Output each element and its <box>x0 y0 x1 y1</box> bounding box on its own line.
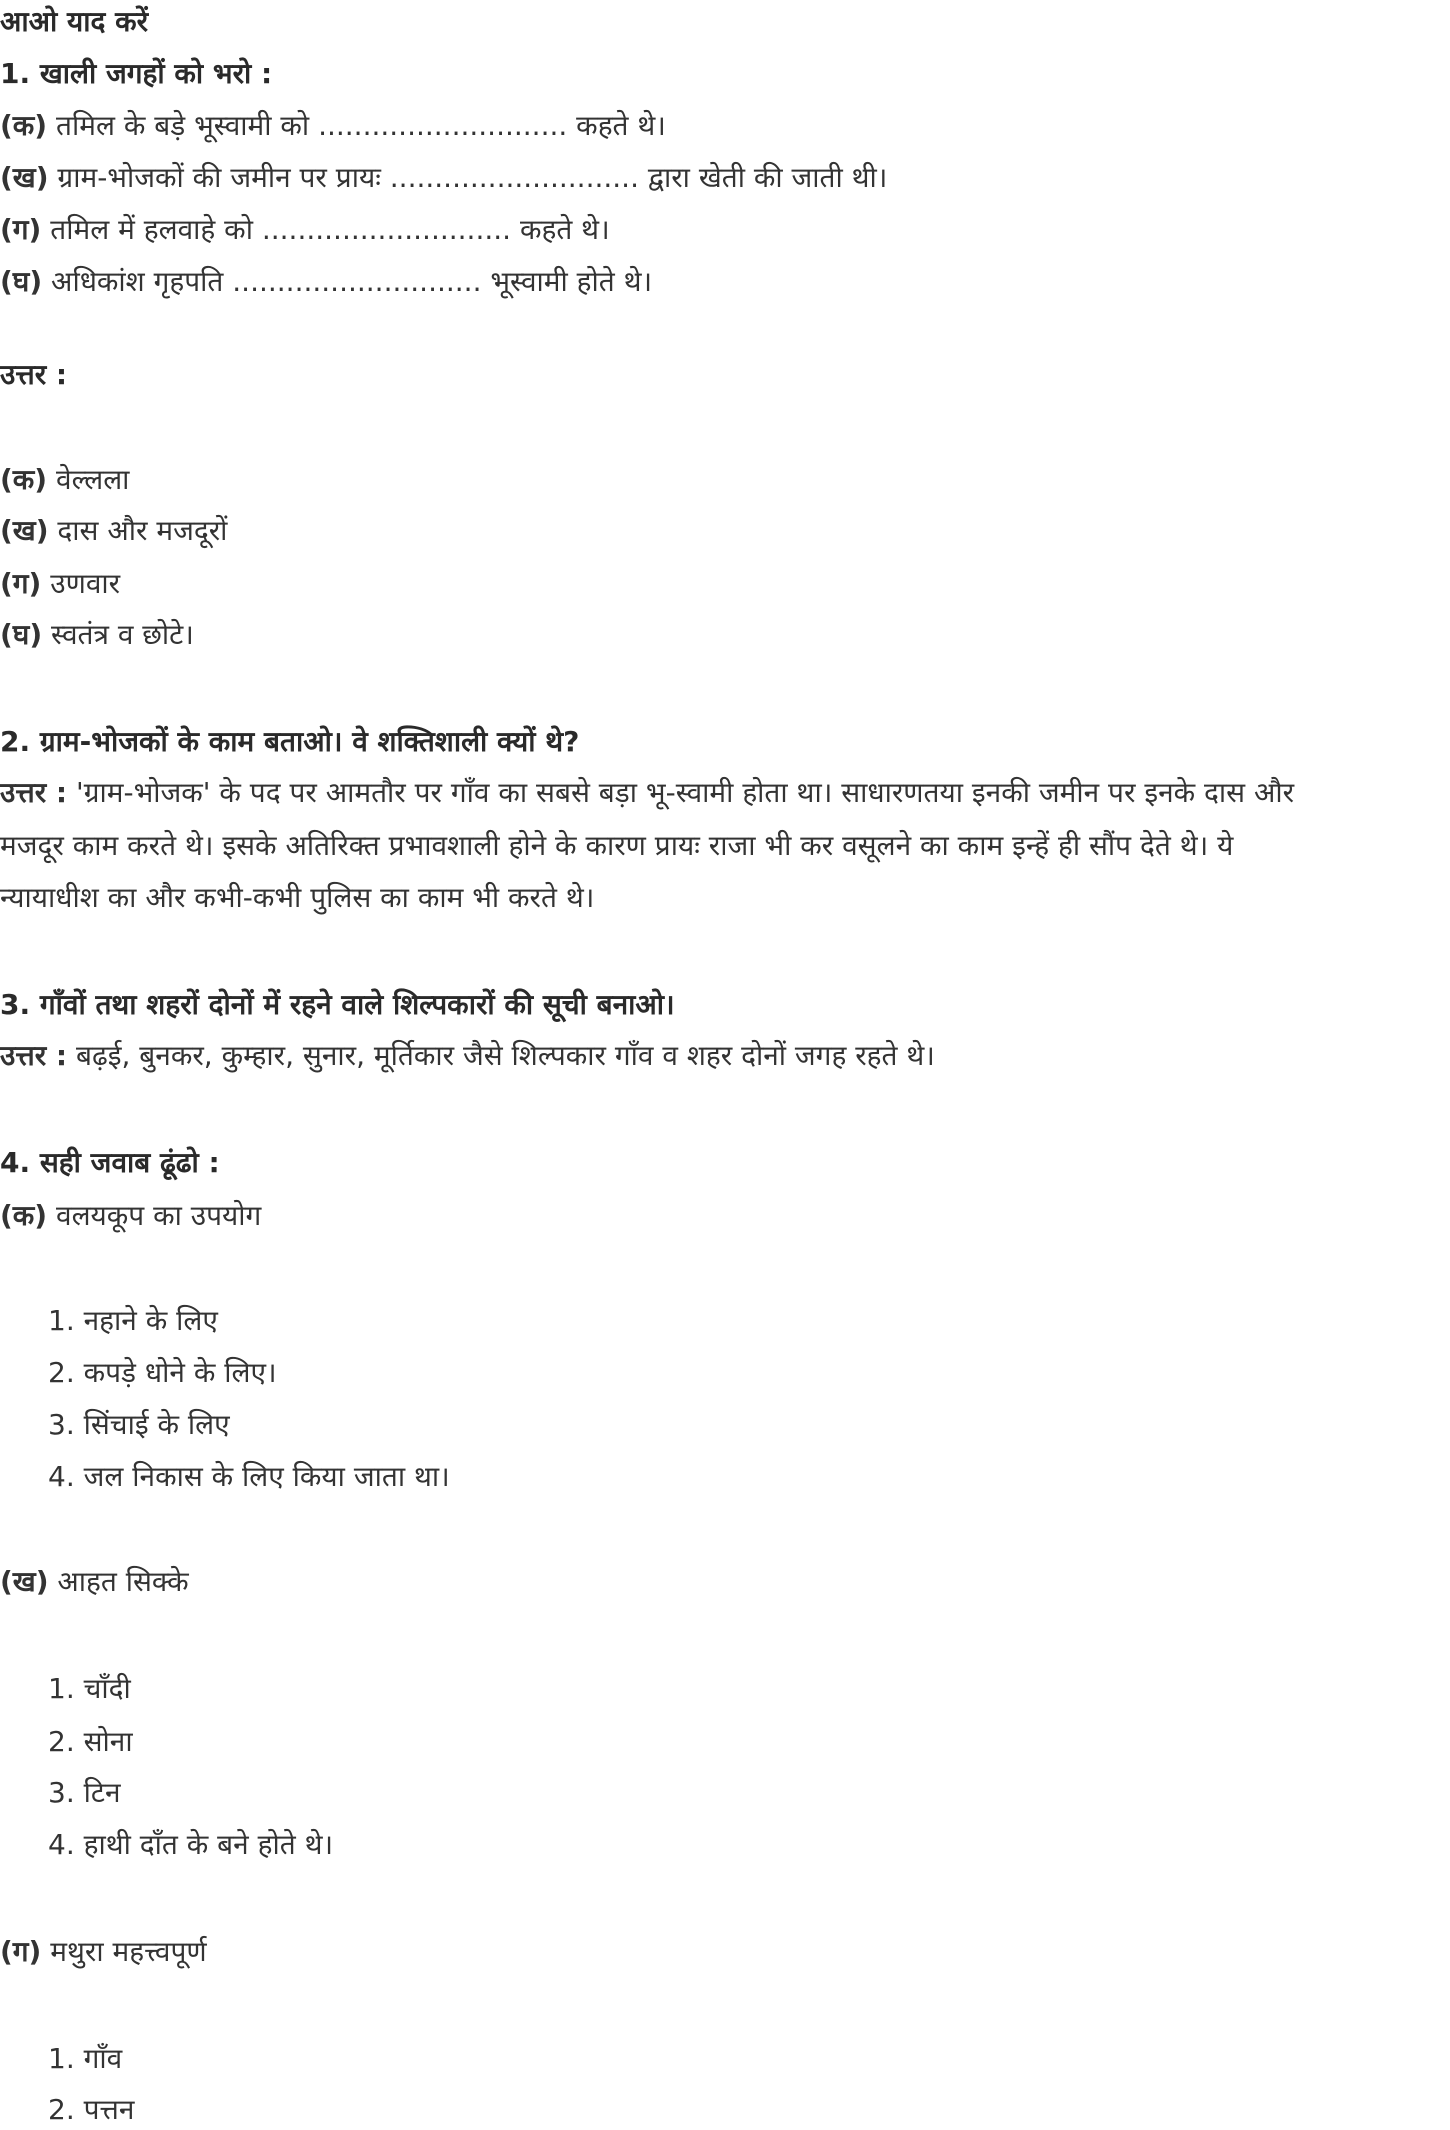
item-label: (क) <box>0 109 48 142</box>
option: 1. चाँदी <box>48 1672 131 1705</box>
q1-item <box>0 210 610 250</box>
part-label: (ग) <box>0 1935 42 1968</box>
answer-label: (ख) <box>0 514 49 547</box>
answer-text: बढ़ई, बुनकर, कुम्हार, सुनार, मूर्तिकार जैसे शिल्पकार गाँव व शहर दोनों जगह रहते थे। <box>67 1039 935 1072</box>
item-label: (ख) <box>0 161 49 194</box>
q1-answer <box>0 564 120 604</box>
answer-text: वेल्लला <box>47 463 130 496</box>
option: 4. हाथी दाँत के बने होते थे। <box>48 1828 334 1861</box>
answer-text: उणवार <box>41 567 121 600</box>
q3-answer <box>0 1036 935 1076</box>
q4-part <box>0 1562 189 1602</box>
part-text: आहत सिक्के <box>48 1565 189 1598</box>
part-label: (ख) <box>0 1565 49 1598</box>
q1-item <box>0 262 652 302</box>
answer-text: 'ग्राम-भोजक' के पद पर आमतौर पर गाँव का सबसे बड़ा भू-स्वामी होता था। साधारणतया इनकी जमीन पर इनके दास और <box>67 776 1295 809</box>
q4-part <box>0 1196 261 1236</box>
answer-label: उत्तर : <box>0 1039 68 1072</box>
answer-text: दास और मजदूरों <box>48 514 228 547</box>
part-text: मथुरा महत्त्वपूर्ण <box>41 1935 207 1968</box>
option: 2. सोना <box>48 1725 133 1758</box>
answer-label: (घ) <box>0 618 43 651</box>
answer-text: स्वतंत्र व छोटे। <box>42 618 194 651</box>
q1-answer <box>0 460 129 500</box>
q1-item <box>0 106 666 146</box>
item-text: ग्राम-भोजकों की जमीन पर प्रायः ............................ द्वारा खेती की जाती थी। <box>48 161 888 194</box>
option: 3. सिंचाई के लिए <box>48 1408 230 1441</box>
q1-item <box>0 158 887 198</box>
option: 1. नहाने के लिए <box>48 1304 218 1337</box>
q1-answer-label: उत्तर : <box>0 358 68 391</box>
option: 4. जल निकास के लिए किया जाता था। <box>48 1460 450 1493</box>
option: 3. टिन <box>48 1776 121 1809</box>
answer-label: (क) <box>0 463 48 496</box>
option: 2. पत्तन <box>48 2093 135 2126</box>
answer-label: (ग) <box>0 567 42 600</box>
q2-heading: 2. ग्राम-भोजकों के काम बताओ। वे शक्तिशाली क्यों थे? <box>0 725 580 758</box>
q1-answer <box>0 615 194 655</box>
part-label: (क) <box>0 1199 48 1232</box>
item-text: तमिल के बड़े भूस्वामी को ............................ कहते थे। <box>47 109 666 142</box>
q2-answer-line <box>0 773 1294 813</box>
q3-heading: 3. गाँवों तथा शहरों दोनों में रहने वाले शिल्पकारों की सूची बनाओ। <box>0 988 675 1021</box>
item-label: (घ) <box>0 265 43 298</box>
q2-answer-line: न्यायाधीश का और कभी-कभी पुलिस का काम भी करते थे। <box>0 881 595 914</box>
answer-label: उत्तर : <box>0 776 68 809</box>
q4-part <box>0 1932 207 1972</box>
item-text: तमिल में हलवाहे को ............................ कहते थे। <box>41 213 610 246</box>
option: 1. गाँव <box>48 2042 123 2075</box>
q4-heading: 4. सही जवाब ढूंढो : <box>0 1146 220 1179</box>
q1-answer <box>0 511 227 551</box>
part-text: वलयकूप का उपयोग <box>47 1199 262 1232</box>
option: 2. कपड़े धोने के लिए। <box>48 1356 277 1389</box>
page-title: आओ याद करें <box>0 5 149 38</box>
q1-heading: 1. खाली जगहों को भरो : <box>0 57 273 90</box>
q2-answer-line: मजदूर काम करते थे। इसके अतिरिक्त प्रभावशाली होने के कारण प्रायः राजा भी कर वसूलने का काम इन्हें ही सौंप देते थे। ये <box>0 829 1234 862</box>
item-text: अधिकांश गृहपति ............................ भूस्वामी होते थे। <box>42 265 653 298</box>
item-label: (ग) <box>0 213 42 246</box>
